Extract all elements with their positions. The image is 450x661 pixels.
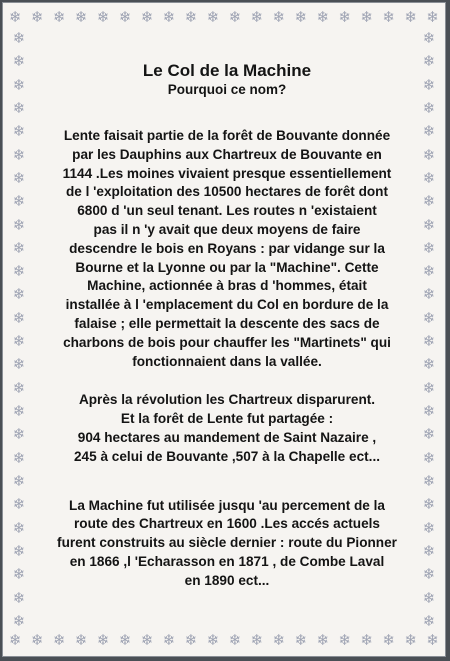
snowflake-icon: ❄ bbox=[338, 9, 352, 26]
snowflake-icon: ❄ bbox=[422, 239, 436, 257]
snowflake-icon: ❄ bbox=[12, 193, 26, 211]
snowflake-icon: ❄ bbox=[96, 9, 110, 26]
snowflake-icon: ❄ bbox=[162, 9, 176, 26]
snowflake-icon: ❄ bbox=[316, 632, 330, 649]
snowflake-icon: ❄ bbox=[360, 9, 374, 26]
text-line: Lente faisait partie de la forêt de Bouvante donnée bbox=[63, 128, 391, 143]
snowflake-icon: ❄ bbox=[9, 632, 22, 649]
text-line: pas il n 'y avait que deux moyens de faire bbox=[93, 221, 361, 237]
snowflake-icon: ❄ bbox=[12, 146, 26, 164]
snowflake-icon: ❄ bbox=[422, 53, 436, 71]
text-line: La Machine fut utilisée jusqu 'au percement de la bbox=[69, 497, 385, 513]
snowflake-icon: ❄ bbox=[12, 426, 26, 444]
snowflake-icon: ❄ bbox=[52, 632, 66, 649]
snowflake-icon: ❄ bbox=[422, 99, 436, 117]
snowflake-icon: ❄ bbox=[228, 9, 242, 26]
snowflake-icon: ❄ bbox=[422, 542, 436, 560]
snowflake-icon: ❄ bbox=[404, 9, 418, 26]
snowflake-icon: ❄ bbox=[12, 216, 26, 234]
snowflake-icon: ❄ bbox=[12, 403, 26, 420]
snowflake-icon: ❄ bbox=[272, 632, 286, 649]
text-line: falaise ; elle permettait la descente des sacs de bbox=[74, 315, 380, 331]
snowflake-icon: ❄ bbox=[294, 632, 308, 649]
snowflake-icon: ❄ bbox=[422, 589, 436, 607]
snowflake-icon: ❄ bbox=[140, 9, 154, 26]
snowflake-icon: ❄ bbox=[426, 632, 439, 649]
snowflake-icon: ❄ bbox=[294, 9, 308, 26]
text-line: Bourne et la Lyonne ou par la "Machine". Cette bbox=[75, 259, 379, 275]
snowflake-icon: ❄ bbox=[422, 309, 436, 327]
snowflake-border-right bbox=[419, 29, 439, 630]
snowflake-icon: ❄ bbox=[12, 379, 26, 397]
snowflake-icon: ❄ bbox=[422, 379, 436, 397]
snowflake-icon: ❄ bbox=[12, 123, 26, 141]
sign-content bbox=[43, 61, 411, 591]
sign-subtitle: Pourquoi ce nom? bbox=[167, 82, 287, 97]
snowflake-icon: ❄ bbox=[74, 9, 88, 26]
paragraph-history bbox=[43, 127, 411, 371]
snowflake-icon: ❄ bbox=[360, 632, 374, 649]
snowflake-icon: ❄ bbox=[272, 9, 286, 26]
snowflake-icon: ❄ bbox=[184, 632, 198, 649]
snowflake-icon: ❄ bbox=[12, 589, 26, 607]
snowflake-icon: ❄ bbox=[162, 632, 176, 649]
snowflake-icon: ❄ bbox=[422, 612, 436, 630]
snowflake-icon: ❄ bbox=[422, 356, 436, 374]
text-line: route des Chartreux en 1600 .Les accés actuels bbox=[73, 516, 380, 532]
snowflake-icon: ❄ bbox=[96, 632, 110, 649]
text-line: Après la révolution les Chartreux disparurent. bbox=[78, 392, 376, 408]
snowflake-icon: ❄ bbox=[382, 632, 396, 649]
sign-title: Le Col de la Machine bbox=[142, 61, 312, 80]
snowflake-icon: ❄ bbox=[422, 496, 436, 514]
text-line: fonctionnaient dans la vallée. bbox=[132, 353, 322, 369]
snowflake-icon: ❄ bbox=[250, 9, 264, 26]
paragraph-roads bbox=[43, 497, 411, 591]
snowflake-icon: ❄ bbox=[12, 239, 26, 257]
snowflake-icon: ❄ bbox=[422, 76, 436, 94]
snowflake-icon: ❄ bbox=[422, 123, 436, 141]
snowflake-icon: ❄ bbox=[422, 146, 436, 164]
snowflake-icon: ❄ bbox=[338, 632, 352, 649]
snowflake-icon: ❄ bbox=[404, 632, 418, 649]
snowflake-icon: ❄ bbox=[422, 449, 436, 467]
snowflake-icon: ❄ bbox=[422, 193, 436, 211]
snowflake-icon: ❄ bbox=[422, 472, 436, 490]
snowflake-icon: ❄ bbox=[118, 632, 132, 649]
snowflake-icon: ❄ bbox=[422, 286, 436, 304]
snowflake-icon: ❄ bbox=[52, 9, 66, 26]
text-line: 6800 d 'un seul tenant. Les routes n 'existaient bbox=[77, 203, 377, 219]
snowflake-icon: ❄ bbox=[30, 9, 44, 26]
snowflake-icon: ❄ bbox=[12, 286, 26, 304]
text-line: installée à l 'emplacement du Col en bordure de la bbox=[65, 297, 389, 313]
snowflake-icon: ❄ bbox=[12, 449, 26, 467]
snowflake-icon: ❄ bbox=[422, 30, 436, 47]
snowflake-border-top bbox=[9, 8, 439, 28]
snowflake-icon: ❄ bbox=[12, 309, 26, 327]
snowflake-icon: ❄ bbox=[12, 263, 26, 281]
text-line: de l 'exploitation des 10500 hectares de forêt dont bbox=[65, 184, 389, 200]
snowflake-icon: ❄ bbox=[12, 542, 26, 560]
text-line: 245 à celui de Bouvante ,507 à la Chapelle ect... bbox=[74, 448, 380, 464]
snowflake-icon: ❄ bbox=[12, 333, 26, 351]
snowflake-icon: ❄ bbox=[422, 403, 436, 420]
snowflake-icon: ❄ bbox=[12, 356, 26, 374]
snowflake-icon: ❄ bbox=[422, 333, 436, 351]
snowflake-icon: ❄ bbox=[228, 632, 242, 649]
snowflake-icon: ❄ bbox=[9, 9, 22, 26]
snowflake-icon: ❄ bbox=[184, 9, 198, 26]
snowflake-icon: ❄ bbox=[422, 426, 436, 444]
text-line: furent construits au siècle dernier : route du Pionner bbox=[57, 535, 397, 551]
text-line: Et la forêt de Lente fut partagée : bbox=[120, 411, 334, 427]
snowflake-icon: ❄ bbox=[422, 169, 436, 187]
snowflake-icon: ❄ bbox=[12, 612, 26, 630]
snowflake-icon: ❄ bbox=[206, 632, 220, 649]
snowflake-border-left bbox=[9, 29, 29, 630]
snowflake-icon: ❄ bbox=[12, 99, 26, 117]
snowflake-icon: ❄ bbox=[422, 263, 436, 281]
snowflake-border-bottom bbox=[9, 631, 439, 651]
snowflake-icon: ❄ bbox=[316, 9, 330, 26]
snowflake-icon: ❄ bbox=[250, 632, 264, 649]
snowflake-icon: ❄ bbox=[140, 632, 154, 649]
snowflake-icon: ❄ bbox=[74, 632, 88, 649]
snowflake-icon: ❄ bbox=[422, 566, 436, 584]
text-line: en 1866 ,l 'Echarasson en 1871 , de Combe Laval bbox=[69, 553, 385, 569]
text-line: Machine, actionnée à bras d 'hommes, était bbox=[87, 278, 367, 294]
text-line: en 1890 ect... bbox=[184, 572, 270, 588]
text-line: 904 hectares au mandement de Saint Nazaire , bbox=[77, 429, 377, 445]
snowflake-icon: ❄ bbox=[12, 472, 26, 490]
paragraph-revolution bbox=[43, 391, 411, 466]
snowflake-icon: ❄ bbox=[12, 30, 26, 47]
snowflake-icon: ❄ bbox=[12, 169, 26, 187]
snowflake-icon: ❄ bbox=[12, 496, 26, 514]
snowflake-icon: ❄ bbox=[12, 76, 26, 94]
snowflake-icon: ❄ bbox=[30, 632, 44, 649]
snowflake-icon: ❄ bbox=[12, 519, 26, 537]
snowflake-icon: ❄ bbox=[118, 9, 132, 26]
snowflake-icon: ❄ bbox=[422, 519, 436, 537]
information-sign bbox=[2, 2, 446, 657]
snowflake-icon: ❄ bbox=[206, 9, 220, 26]
text-line: descendre le bois en Royans : par vidange sur la bbox=[69, 240, 385, 256]
snowflake-icon: ❄ bbox=[422, 216, 436, 234]
snowflake-icon: ❄ bbox=[12, 53, 26, 71]
snowflake-icon: ❄ bbox=[382, 9, 396, 26]
text-line: 1144 .Les moines vivaient presque essentiellement bbox=[62, 165, 392, 181]
snowflake-icon: ❄ bbox=[426, 9, 439, 26]
text-line: par les Dauphins aux Chartreux de Bouvante en bbox=[72, 146, 382, 162]
text-line: charbons de bois pour chauffer les "Martinets" qui bbox=[63, 334, 391, 350]
snowflake-icon: ❄ bbox=[12, 566, 26, 584]
